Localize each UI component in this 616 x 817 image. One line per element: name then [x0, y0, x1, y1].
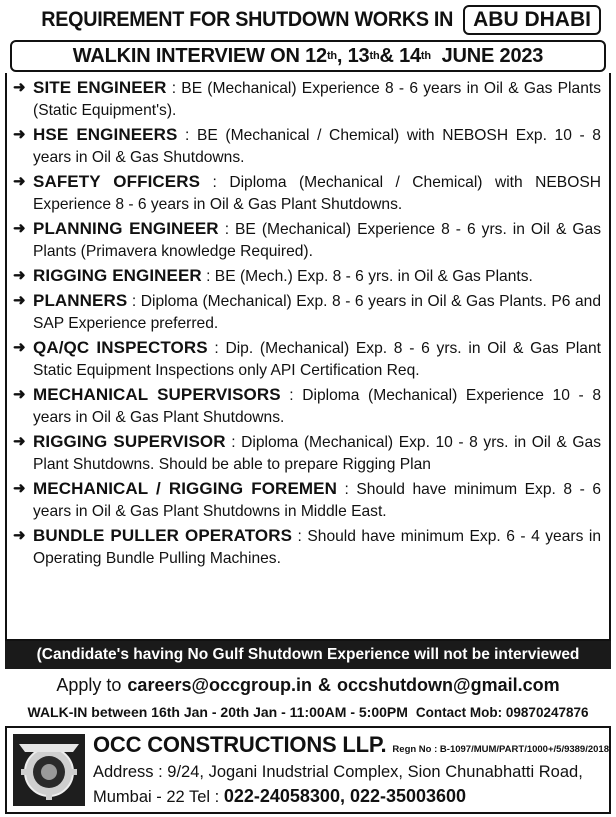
walkin-interview-banner — [10, 40, 606, 72]
walkin-prefix: WALKIN INTERVIEW ON 12 — [72, 44, 327, 67]
header-title-row — [0, 0, 616, 40]
arrow-right-icon: ➜ — [13, 267, 26, 284]
arrow-right-icon: ➜ — [13, 126, 26, 143]
job-title: MECHANICAL / RIGGING FOREMEN — [33, 479, 337, 498]
arrow-right-icon: ➜ — [13, 79, 26, 96]
registration-number: Regn No : B-1097/MUM/PART/1000+/5/9389/2018 — [392, 744, 609, 755]
arrow-right-icon: ➜ — [13, 292, 26, 309]
job-item — [13, 218, 601, 263]
walkin-date2-suffix: th — [369, 50, 380, 62]
email-link-shutdown[interactable]: occshutdown@gmail.com — [337, 674, 560, 695]
walkin-date3-suffix: th — [420, 50, 431, 62]
contact-mobile: Contact Mob: 09870247876 — [415, 704, 589, 720]
walkin-suffix: JUNE 2023 — [430, 44, 544, 67]
job-title: QA/QC INSPECTORS — [33, 338, 208, 357]
apply-line — [5, 671, 611, 699]
arrow-right-icon: ➜ — [13, 173, 26, 190]
gear-logo-icon — [13, 734, 85, 806]
job-title: HSE ENGINEERS — [33, 125, 178, 144]
job-item — [13, 124, 601, 169]
walkin-schedule — [5, 700, 611, 724]
job-title: BUNDLE PULLER OPERATORS — [33, 526, 293, 545]
arrow-right-icon: ➜ — [13, 220, 26, 237]
job-description: : BE (Mechanical / Chemical) with NEBOSH Exp. 10 - 8 years in Oil & Gas Shutdowns. — [33, 127, 601, 166]
job-item — [13, 478, 601, 523]
walkin-sep1: , 13 — [336, 44, 370, 67]
apply-prefix: Apply to — [56, 674, 122, 695]
job-description: : Should have minimum Exp. 6 - 4 years in Operating Bundle Pulling Machines. — [33, 528, 602, 567]
job-description: : Diploma (Mechanical / Chemical) with NEBOSH Experience 8 - 6 years in Oil & Gas Plant Shutdowns. — [33, 174, 601, 213]
job-item — [13, 525, 601, 570]
arrow-right-icon: ➜ — [13, 339, 26, 356]
arrow-right-icon: ➜ — [13, 386, 26, 403]
experience-note-banner: (Candidate's having No Gulf Shutdown Experience will not be interviewed — [5, 641, 611, 669]
job-title: SITE ENGINEER — [33, 78, 167, 97]
job-item — [13, 265, 601, 288]
job-description: : Diploma (Mechanical) Exp. 8 - 6 years in Oil & Gas Plants. P6 and SAP Experience preferred. — [33, 293, 601, 332]
company-heading — [93, 732, 609, 758]
job-item — [13, 337, 601, 382]
walkin-dates: WALK-IN between 16th Jan - 20th Jan - 11:00AM - 5:00PM — [27, 704, 408, 720]
arrow-right-icon: ➜ — [13, 433, 26, 450]
apply-ampersand: & — [318, 674, 332, 695]
telephone-numbers: 022-24058300, 022-35003600 — [223, 786, 467, 806]
job-title: PLANNERS — [33, 291, 128, 310]
job-description: : BE (Mechanical) Experience 8 - 6 years in Oil & Gas Plants (Static Equipment's). — [33, 80, 601, 119]
job-description: : BE (Mechanical) Experience 8 - 6 yrs. in Oil & Gas Plants (Primavera knowledge Required). — [33, 221, 601, 260]
job-item — [13, 384, 601, 429]
job-title: SAFETY OFFICERS — [33, 172, 201, 191]
company-logo — [13, 734, 85, 806]
job-item — [13, 77, 601, 122]
job-title: PLANNING ENGINEER — [33, 219, 219, 238]
job-description: : Diploma (Mechanical) Exp. 10 - 8 yrs. in Oil & Gas Plant Shutdowns. Should be able to prepare Rigging Plan — [33, 434, 601, 473]
job-title: RIGGING SUPERVISOR — [33, 432, 226, 451]
job-item — [13, 431, 601, 476]
job-description: : Diploma (Mechanical) Experience 10 - 8 years in Oil & Gas Plant Shutdowns. — [33, 387, 601, 426]
job-list — [5, 73, 611, 641]
page-title: REQUIREMENT FOR SHUTDOWN WORKS IN — [41, 8, 454, 31]
company-footer — [5, 726, 611, 814]
job-title: MECHANICAL SUPERVISORS — [33, 385, 281, 404]
arrow-right-icon: ➜ — [13, 527, 26, 544]
job-description: : BE (Mech.) Exp. 8 - 6 yrs. in Oil & Gas Plants. — [206, 268, 533, 285]
location-badge: ABU DHABI — [463, 5, 601, 35]
arrow-right-icon: ➜ — [13, 480, 26, 497]
job-description: : Should have minimum Exp. 8 - 6 years in Oil & Gas Plant Shutdowns in Middle East. — [33, 481, 602, 520]
job-title: RIGGING ENGINEER — [33, 266, 202, 285]
job-item — [13, 171, 601, 216]
address-text: Address : 9/24, Jogani Inudstrial Complex, Sion Chunabhatti Road, Mumbai - 22 Tel : — [93, 763, 583, 806]
job-item — [13, 290, 601, 335]
walkin-date1-suffix: th — [326, 50, 337, 62]
job-description: : Dip. (Mechanical) Exp. 8 - 6 yrs. in Oil & Gas Plant Static Equipment Inspections only API Certification Req. — [33, 340, 601, 379]
company-address — [93, 760, 603, 809]
email-link-careers[interactable]: careers@occgroup.in — [127, 674, 313, 695]
company-name: OCC CONSTRUCTIONS LLP. — [93, 732, 387, 757]
walkin-sep2: & 14 — [379, 44, 421, 67]
